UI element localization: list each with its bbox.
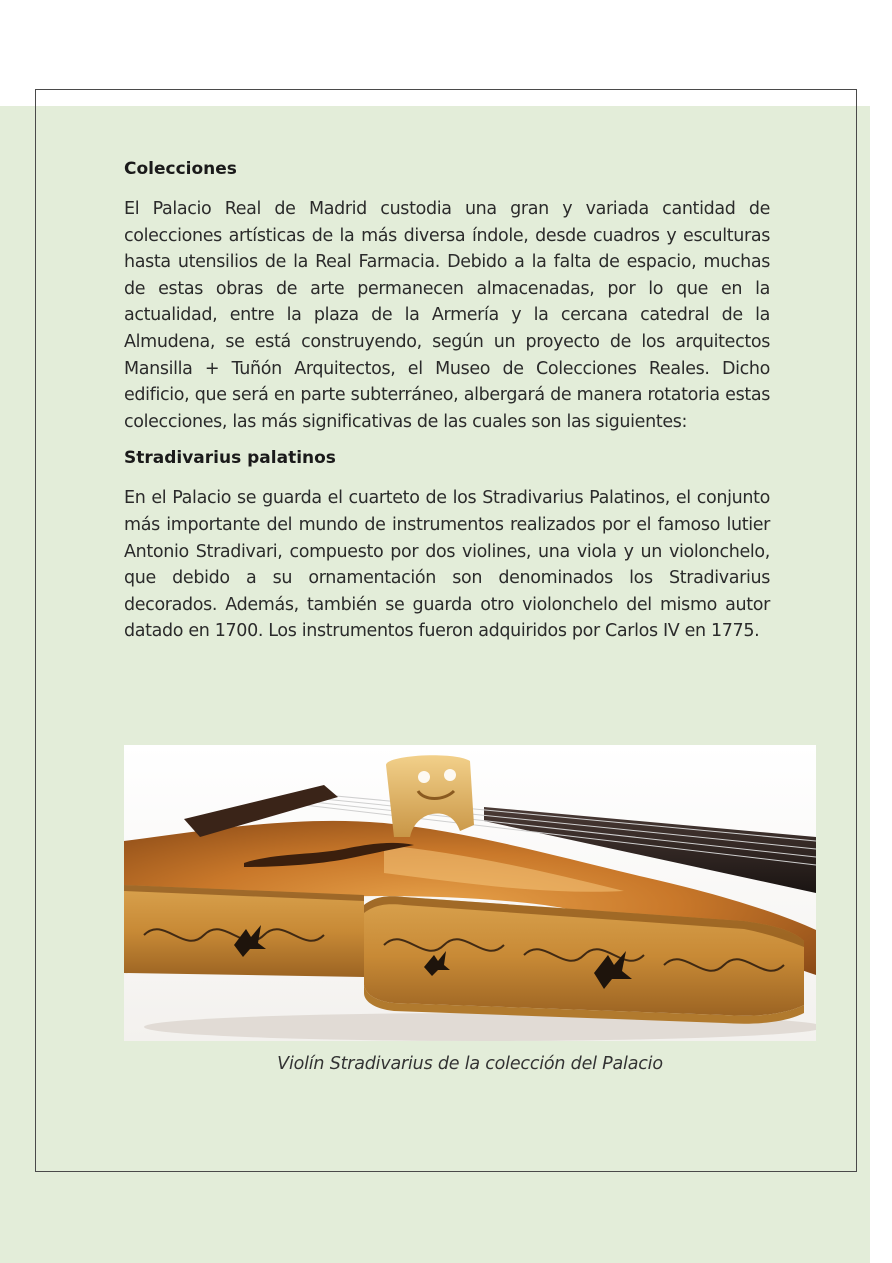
section-heading-colecciones: Colecciones [124,159,237,179]
section-paragraph-stradivarius: En el Palacio se guarda el cuarteto de los Stradivarius Palatinos, el conjunto más importante del mundo de instrumentos realizados por el famoso lutier Antonio Stradivari, compuesto por dos violines, una viola y un violonchelo, que debido a su ornamentación son denominados los Stradivarius decorados. Además, también se guarda otro violonchelo del mismo autor datado en 1700. Los instrumentos fueron adquiridos por Carlos IV en 1775. [124,488,770,642]
section-heading-stradivarius: Stradivarius palatinos [124,448,336,469]
article-body [124,156,770,655]
section-paragraph-colecciones: El Palacio Real de Madrid custodia una gran y variada cantidad de colecciones artísticas de la más diversa índole, desde cuadros y esculturas hasta utensilios de la Real Farmacia. Debido a la falta de espacio, muchas de estas obras de arte permanecen almacenadas, por lo que en la actualidad, entre la plaza de la Armería y la cercana catedral de la Almudena, se está construyendo, según un proyecto de los arquitectos Mansilla + Tuñón Arquitectos, el Museo de Colecciones Reales. Dicho edificio, que será en parte subterráneo, albergará de manera rotatoria estas colecciones, las más significativas de las cuales son las siguientes: [124,199,770,432]
violin-illustration [124,745,816,1041]
figure-caption: Violín Stradivarius de la colección del Palacio [277,1054,663,1074]
violin-photo [124,745,816,1041]
